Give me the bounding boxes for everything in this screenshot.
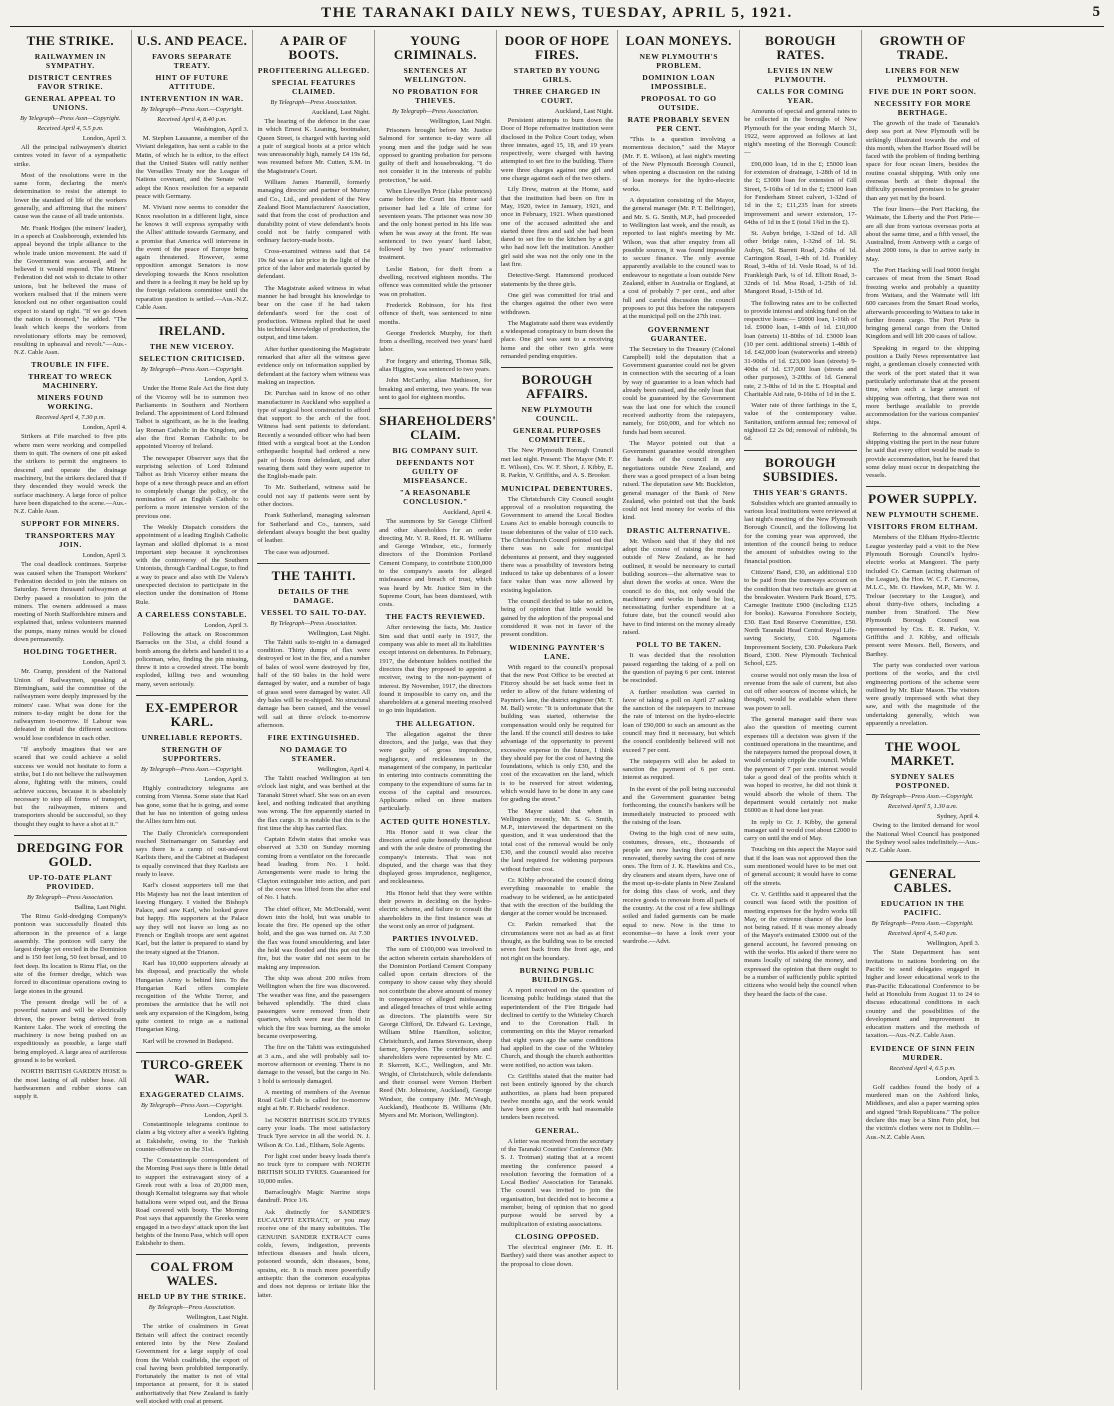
article-paragraph: A further resolution was carried in favor of taking a poll on April 27 asking the sanction of the ratepayers to increase the rate of interest on the hydro-electric loan of £90,000 to such an amount as the council may find it necessary, but which the council confidently believed will not exceed 7 per cent. (622, 688, 736, 754)
newspaper-column-4 (375, 30, 497, 1390)
article-paragraph: George Frederick Murphy, for theft from a dwelling, received two years' hard labor. (379, 329, 492, 354)
article-subheading: A CARELESS CONSTABLE. (137, 609, 247, 619)
article-paragraph: In the event of the poll being successful and the Government guarantee being forthcoming, the council's bankers will be immediately instructed to proceed with the raising of the loan. (622, 785, 736, 826)
article-headline: DOOR OF HOPE FIRES. (504, 33, 610, 62)
article-paragraph: Citizens' Band, £30, an additional £10 to be paid from the tramways account on the condition that two recitals are given at the breakwater. Western Park Board, £75. Carnegie Institute £900 (including £125 for books). Kawaroa Foreshore Society, £30. East End Reserve Committee, £50. North Taranaki Head Central Royal Life-saving Society, £10. Ngamotu Improvement Society, £30. Pukekura Park Board, £300. New Plymouth Technical School, £25. (744, 568, 857, 668)
article-paragraph: Captain Edwin states that smoke was observed at 3.30 on Sunday morning coming from a ventilator on the forecastle head leading from No. 1 hold. Arrangements were made to bring the Clayton extinguisher into action, and part of the cover was lifted from the after end of No. 1 hatch. (257, 836, 371, 902)
article-subheading: STARTED BY YOUNG GIRLS. (513, 66, 601, 84)
telegraph-credit: By Telegraph—Press Assn—Copyright. (20, 115, 121, 122)
article-paragraph: The growth of the trade of Taranaki's deep sea port at New Plymouth will be strikingly illustrated towards the end of this month, when the Harbor Board will be faced with the problem of finding berthing space for four ocean liners, besides the routine coastal shipping. With only one overseas berth at their disposal the difficulty presented promises to be greater than any yet met by the board. (865, 120, 980, 202)
article-headline: THE WOOL MARKET. (866, 734, 980, 768)
article-paragraph: Speaking in regard to the shipping position a Daily News representative last night, a gentleman closely connected with the work of the port stated that it was particularly unfortunate that at the present time, when such a large amount of shipping was offering, that there was not more berthage available to provide accommodation for the various companies' ships. (865, 344, 980, 427)
article-paragraph: Karl's closest supporters tell me that His Majesty has not the least intention of leaving Hungary. I visited the Bishop's Palace, and saw Karl, who looked grave but happy. His supporters at the Palace say they will not leave so long as no French or English troops are sent against Karl, but the latter is prepared to stand by the treaty signed at the Trianon. (135, 882, 249, 956)
article-headline: TURCO-GREEK WAR. (136, 1052, 249, 1086)
newspaper-column-7 (740, 30, 862, 1390)
telegraph-credit: By Telegraph—Press Assn.—Copyright. (871, 920, 974, 928)
article-subheading: FIRE EXTINGUISHED. (267, 733, 360, 743)
article-subheading: UNRELIABLE REPORTS. (141, 733, 243, 743)
article-subheading: PROFITEERING ALLEGED. (257, 66, 370, 75)
article-paragraph: The Rimu Gold-dredging Company's pontoon was successfully floated this afternoon in the presence of a large assembly. The pontoon will carry the largest dredge yet erected in the Dominion and is 150 feet long, 50 feet broad, and 10 feet deep. Its location is Rimu Flat, on the site of the former dredge, which was forced to discontinue operations owing to large stones in the ground. (14, 913, 127, 995)
article-paragraph: NORTH BRITISH GARDEN HOSE is the most lasting of all rubber hose. All hardwaremen and rubber stores can supply it. (14, 1068, 127, 1101)
article-subheading: SELECTION CRITICISED. (139, 354, 245, 364)
article-paragraph: "This is a question involving a momentous decision," said the Mayor (Mr. F. E. Wilson), at last night's meeting of the New Plymouth Borough Council, when opening a discussion on the raising of loan moneys for the hydro-electric works. (622, 136, 736, 193)
article-dateline: London, April 4. (82, 424, 127, 432)
article-paragraph: A deputation consisting of the Mayor, the general manager (Mr. P. T. Bellringer), and Mr. S. G. Smith, M.P., had proceeded to Wellington last week, and the result, as reported to last night's meeting by Mr. Wilson, was that after enquiry from all possible sources, it was found impossible to secure finance. The only avenue apparently available to the council was to endeavour to negotiate a loan outside New Zealand, either in Australia or England, at a cost of probably 7 per cent., and after full and careful discussion the council proposes to put this before the ratepayers at the municipal poll on the 27th inst. (622, 197, 736, 321)
article-paragraph: Referring to the abnormal amount of shipping visiting the port in the near future he said that every effort would be made to provide accommodation, but he feared that some delay must occur in despatching the vessels. (865, 430, 980, 480)
article-subheading: EXAGGERATED CLAIMS. (139, 1089, 245, 1099)
article-dateline: Wellington, April 4. (317, 766, 371, 774)
telegraph-credit: Received April 4, 6.5 p.m. (889, 1064, 956, 1072)
article-subheading: HINT OF FUTURE ATTITUDE. (155, 73, 229, 91)
article-paragraph: When Llewellyn Price (false pretences) came before the Court his Honor said prisoner had led a life of crime for seventeen years. The prisoner was now 30 and the only honest period in his life was when he was away at the front. He was sentenced to two years' hard labor, followed by two years' reformative treatment. (379, 188, 492, 262)
telegraph-credit: Received April 4, 7.30 p.m. (35, 414, 106, 422)
telegraph-credit: By Telegraph—Press Assn.—Copyright. (141, 766, 244, 774)
article-subheading: NO DAMAGE TO STEAMER. (279, 745, 348, 764)
article-subheading: "A REASONABLE CONCLUSION." (399, 488, 472, 507)
telegraph-credit: By Telegraph—Press Association. (392, 108, 479, 115)
newspaper-column-5 (497, 30, 619, 1390)
telegraph-credit: By Telegraph—Press Assn.—Copyright. (871, 793, 974, 801)
article-paragraph: St. Aubyn bridge, 1-32nd of 1d. All other bridge rates, 1-32nd of 1d. St. Aubyn, 5d. Barrett Road, 2-5ths of 1d. Carrington Road, 1-4th of 1d. Frankley Road, 3-4ths of 1d. Vesle Road, ¼ of 1d. Frankleigh Park, ¼ of 1d. Elliott Road, 3-32nds of 1d. Moa Road, 1-25th of 1d. Mangorei Road, 1-15th of 1d. (744, 230, 857, 296)
article-paragraph: Frederick Robinson, for his first offence of theft, was sentenced to nine months. (379, 301, 492, 326)
article-dateline: Auckland, Last Night. (311, 109, 371, 116)
article-subheading: HELD UP BY THE STRIKE. (137, 1292, 247, 1302)
article-headline: BOROUGH RATES. (765, 33, 836, 62)
article-paragraph: It was decided that the resolution passed regarding the taking of a poll on the question of paying 6 per cent. interest be rescinded. (622, 652, 736, 685)
article-paragraph: Golf caddies found the body of a murdered man on the Ashford links, Middlesex, and also a paper warning spies and signed "Irish Republicans." The police declare this may be a Sinn Fein plot, but the victim's clothes were not in Dublin.—Aus.-N.Z. Cable Assn. (865, 1083, 980, 1141)
article-paragraph: Water rate of three farthings in the £, value of the contemporary value. Sanitation, uniform annual fee; removal of nightsoil £2 2s 0d; removal of rubbish, 9s 6d. (744, 402, 857, 443)
telegraph-credit: By Telegraph—Press Association. (270, 619, 357, 627)
article-paragraph: £90,000 loan, 1d in the £; £5000 loan for extension of drainage, 1-28th of 1d in the £; £3000 loan for extension of Gill Street, 5-16ths of 1d in the £; £5000 loan for Fenderham Street culvert, 1-32nd of 1d in the £; £11,235 loan for streets improvement and sewer extension, 17-64ths of 1d in the £ (total 1¾d in the £). (744, 160, 857, 226)
article-paragraph: The Tahiti sails to-night in a damaged condition. Thirty dumps of flax were destroyed or lost in the fire, and a number of bales of wool were destroyed by fire, half of the 60 bales in the hold were damaged by water, and a number of bags of grass seed were damaged by water. All dry bales will be re-shipped. No structural damage has been caused, and the vessel will sail at three o'clock to-morrow afternoon. (257, 638, 371, 729)
article-paragraph: Detective-Sergt. Hammond produced statements by the three girls. (500, 272, 614, 288)
article-paragraph: The ratepayers will also be asked to sanction the payment of 6 per cent. interest as required. (622, 757, 736, 782)
article-dateline: Wellington, Last Night. (186, 1314, 249, 1322)
article-paragraph: The Magistrate asked witness in what manner he had brought his knowledge to bear on the case if he had taken defendant's word for the cost of production. Witness replied that he used his technical knowledge of production, the output, and time taken. (257, 284, 371, 342)
article-paragraph: The summons by Sir George Clifford and other shareholders for an order directing Mr. V. R. Reed, H. R. Williams and George Windsor, etc., formerly directors of the Dominion Portland Cement Company, to contribute £100,000 to the company's assets for alleged misfeasance and breach of trust, which was heard by Mr. Justice Sim in the Supreme Court, has been dismissed, with costs. (379, 518, 492, 609)
article-paragraph: The hearing of the defence in the case in which Ernest K. Leaning, bootmaker, Queen Street, is charged with having sold a pair of surgical boots at a price which was unreasonably high, namely £4 19s 6d, was resumed before Mr. Cutten, S.M. in the Magistrate's Court. (257, 118, 371, 175)
article-subheading: MINERS FOUND WORKING. (37, 393, 104, 412)
article-headline: POWER SUPPLY. (866, 486, 980, 506)
article-paragraph: Constantinople telegrams continue to claim a big victory after a week's fighting at Eskishehr, owing to the Turkish counter-offensive on the 31st. (135, 1120, 249, 1153)
article-paragraph: A report received on the question of licensing public buildings stated that the superintendent of the Fire Brigade had declined to certify to the Whiteley Church and to the Coronation Hall. In commenting on this the Mayor remarked that eight years ago the same conditions had applied in the case of the Whiteley Church, and though the church authorities were notified, no action was taken. (500, 986, 614, 1069)
article-paragraph: Frank Sutherland, managing salesman for Sutherland and Co., tanners, said defendant always bought the best quality of leather. (257, 512, 371, 545)
article-dateline: Wellington, April 3. (926, 940, 980, 948)
article-subheading: THE FACTS REVIEWED. (385, 612, 486, 622)
article-paragraph: Under the Home Rule Act the first duty of the Viceroy will be to summon two Parliaments in Southern and Northern Ireland. The appointment of Lord Edmund Talbot is significant, as he is the leading lay Roman Catholic in the Kingdom, and also the first Roman Catholic to be appointed Viceroy of Ireland. (135, 385, 249, 451)
article-paragraph: Members of the Eltham Hydro-Electric League yesterday paid a visit to the New Plymouth Borough Council's hydro-electric works at Mangorei. The party included Cr. Carman (acting chairman of the League), the Hon. W. C. F. Carncross, M.L.C., Mr. O. Hawken, M.P., Mr. W. J. Treloar (secretary to the League), and about thirty-five others, including a number from Stratford. The New Plymouth Borough Council was represented by Crs. E. R. Parkin, V. Griffiths and J. Kibby, and officials present were Messrs. Bell, Bowers, and Barthey. (865, 534, 980, 658)
article-paragraph: Subsidies which are granted annually to various local institutions were reviewed at last night's meeting of the New Plymouth Borough Council, and the following list for the coming year was approved, the intention of the council being to reduce the amount of subsidies owing to the financial position. (744, 499, 857, 565)
article-subheading: DRASTIC ALTERNATIVE. (626, 525, 731, 535)
article-paragraph: The following rates are to be collected to provide interest and sinking fund on the respective loans:— £6000 loan, 1-16th of 1d. £9000 loan, 1-48th of 1d. £10,000 loan (streets) 11-80ths of 1d. £3000 loan (10 per cent. additional streets) 1-48th of 1d. £42,000 loan (waterworks and streets) 31-90ths of 1d. £23,000 loan (streets) 9-40ths of 1d. £37,000 loan (streets and other purposes), 3-20ths of 1d. General rate, 2 3-8ths of 1d in the £. Hospital and Charitable Aid rate, 9-16ths of 1d in the £. (744, 299, 857, 398)
article-paragraph: Karl will be crowned in Budapest. (142, 1037, 234, 1045)
article-subheading: DEFENDANTS NOT GUILTY OF MISFEASANCE. (396, 458, 475, 486)
article-headline: A PAIR OF BOOTS. (279, 33, 348, 62)
newspaper-title: THE TARANAKI DAILY NEWS, TUESDAY, APRIL 5, 1921. (321, 5, 793, 21)
article-subheading: STRENGTH OF SUPPORTERS. (161, 745, 223, 764)
article-paragraph: The Secretary to the Treasury (Colonel Campbell) told the deputation that a Government guarantee could not be given in connection with the securing of a loan by way of guarantee to a loan which had already been raised, and the only loan that could be guaranteed by the Government was the last one for which the council received authority from the ratepayers, namely, for £60,000, and for which no funds had been secured. (622, 345, 736, 436)
article-paragraph: With regard to the council's proposal that the new Post Office to be erected at Fitzroy should be set back some feet in order to allow of the future widening of Paynter's lane, the district engineer (Mr. T. M. Ball) wrote: "It is unfortunate that the building was started, otherwise the compensation would only be required for the land. If the council still desires to take advantage of the opportunity to prevent excessive expense in the future, I think they should pay for the cost of having the foundations, which is only £30, and the cost of the excavation on the land, which is to be reserved for street widening, which would have to be done in any case for grading the street." (500, 663, 614, 804)
article-paragraph: The newspaper Observer says that the surprising selection of Lord Edmund Talbot as Irish Viceroy either means the hope of a new through peace and an effort to completely change the policy, or the nomination of an English Catholic to perform a more intensive version of the previous one. (135, 454, 249, 520)
article-headline: COAL FROM WALES. (136, 1254, 249, 1288)
article-paragraph: Lily Drew, matron at the Home, said that the institution had been on fire in May, 1920, twice in January, 1921, and once in February, 1921. When questioned one of the accused admitted she and started three fires and said she had been dared to set fire to the kitchen by a girl who had now left the institution. Another girl said she was not the only one in the last fire. (500, 186, 614, 269)
article-headline: BOROUGH AFFAIRS. (501, 367, 614, 401)
article-paragraph: The sum of £100,000 was involved in the action wherein certain shareholders of the Dominion Portland Cement Company called upon certain directors of the company to show cause why they should not contribute the above amount of money in consequence of alleged misfeasance and alleged breaches of trust while acting as directors. The plaintiffs were Sir George Clifford, Dr. Edward G. Levinge, William Milne Hamilton, solicitor, Christchurch, and James Stevenson, sheep farmer, Spreydon. The contributors and shareholders were represented by Mr. C. P. Skerrett, K.C., Wellington, and Mr. Wright, of Christchurch, while defendants and their counsel were Vernon Herbert Reed (Mr. Johnstone, Auckland), George Windsor, the company (Mr. McVeagh, Auckland), Heathcote B. Williams (Mr. Myers and Mr. Morison, Wellington). (379, 946, 492, 1120)
article-headline: GROWTH OF TRADE. (879, 33, 966, 62)
article-paragraph: The Port Hacking will load 9000 freight carcases of meat from the Smart Road freezing works and probably a quantity from Waitara, and the Waimate will lift 600 carcases from the Smart Road works, afterwards proceeding to Waitara to take in further frozen cargo. The Port Pirie is bringing general cargo from the United Kingdom and will lift 200 cases of tallow. (865, 267, 980, 341)
article-subheading: BIG COMPANY SUIT. (392, 446, 479, 456)
article-dateline: Sydney, April 4. (936, 813, 980, 821)
article-paragraph: His Honor held that they were within their powers in deciding on the hydro-electric scheme, and failure to consult the shareholders in the first instance was at the worst only an error of judgment. (379, 889, 492, 930)
article-paragraph: Cr. V. Griffiths said it appeared that the council was faced with the position of meeting expenses for the hydro works till May, or the extreme chance of the loan not being raised. If it was money already of the Mayor's estimated £3000 out of the general account, he favored pressing on with the works. His asked if there were no means locally of raising the money, and expressed the opinion that there ought to be a number of sufficiently public spirited citizens who would help the council when they heard the facts of the case. (744, 890, 857, 998)
article-paragraph: The State Department has sent invitations to nations bordering on the Pacific to send delegates engaged in higher and lower educational work to the Pan-Pacific Educational Conference to be held at Honolulu from August 11 to 24 to discuss educational conditions in each country and the possibilities of the development and improvement in education matters and the methods of taxation.—Aus.-N.Z. Cable Assn. (865, 949, 980, 1040)
article-paragraph: For light cost under heavy loads there's no truck tyre to compare with NORTH BRITISH SOLID TYRES. Guaranteed for 10,000 miles. (257, 1152, 371, 1185)
article-subheading: UP-TO-DATE PLANT PROVIDED. (28, 873, 113, 891)
article-paragraph: The case was adjourned. (264, 548, 330, 556)
article-paragraph: "If anybody imagines that we are scared that we could achieve a solid success we would not hesitate to form a strike, but I do not believe the railwaymen alone, fighting with the miners, could achieve success, because it is absolutely necessary to stop all forms of transport, but the railwaymen, miners and transporters should be successful, so they thought they ought to have a shot at it." (14, 746, 127, 828)
article-headline: GENERAL CABLES. (866, 861, 980, 895)
article-paragraph: After further questioning the Magistrate remarked that after all the witness gave evidence only on information supplied by defendant at the factory when witness was making an inspection. (257, 345, 371, 386)
article-subheading: GENERAL. (534, 1125, 580, 1135)
article-subheading: THE ALLEGATION. (395, 718, 476, 728)
article-subheading: INTERVENTION IN WAR. (140, 94, 244, 103)
article-dateline: London, April 3. (204, 376, 249, 384)
article-subheading: MUNICIPAL DEBENTURES. (501, 483, 613, 493)
article-paragraph: The allegation against the three directors, and the judge, was that they were guilty of gross imprudence, negligence, and recklessness in the management of the company, in particular in entering into contracts committing the company to the expenditure of sums far in excess of the capital and resources. Applicants relied on three matters particularly. (379, 730, 492, 813)
article-subheading: NEW PLYMOUTH'S PROBLEM. (639, 52, 719, 70)
article-subheading: GENERAL PURPOSES COMMITTEE. (512, 426, 602, 445)
article-subheading: NEW PLYMOUTH COUNCIL. (521, 405, 593, 424)
article-paragraph: The four liners—the Port Hacking, the Waimate, the Liberty and the Port Pirie—are all due from various overseas ports at about the same time, and a fifth vessel, the Australind, from Antwerp with a cargo of about 2000 tons, is due to arrive early in May. (865, 205, 980, 263)
article-subheading: FIVE DUE IN PORT SOON. (868, 87, 977, 96)
article-paragraph: Cr. Kibby advocated the council doing everything reasonable to enable the roadway to be widened, as he anticipated that with the erection of the building the danger at the corner would be increased. (500, 876, 614, 918)
article-paragraph: The Christchurch City Council sought approval of a resolution requesting the Government to amend the Local Bodies Loans Act to enable borough councils to issue debentures of the value of £10 each. The Christchurch Council pointed out that there was no sale for municipal debentures at present, and they suggested there was a possibility of investors being induced to take up debentures of a lower face value than was now allowed by existing legislation. (500, 495, 614, 594)
article-dateline: London, April 3. (82, 552, 127, 560)
article-paragraph: The fire on the Tahiti was extinguished at 3 a.m., and she will probably sail to-morrow afternoon or evening. There is no damage to the vessel, but the cargo in No. 1 hold is seriously damaged. (257, 1044, 371, 1085)
article-subheading: RAILWAYMEN IN SYMPATHY. (34, 52, 106, 70)
article-paragraph: Touching on this aspect the Mayor said that if the loan was not approved then the sum mentioned would have to be met out of general account; it would have to come off the streets. (744, 846, 857, 887)
article-subheading: POLL TO BE TAKEN. (636, 640, 722, 650)
article-paragraph: Most of the resolutions were in the same form, declaring the men's determination to resist the attempt to lower the standard of life of the workers generally, and affirming that the miners' cause was the cause of all trade unionists. (14, 171, 127, 221)
article-subheading: NO PROBATION FOR THIEVES. (392, 87, 479, 105)
article-paragraph: The New Plymouth Borough Council met last night. Present: The Mayor (Mr. F. E. Wilson), Crs. W. F. Short, J. Kibby, E. R. Parkin, V. Griffiths, and A. S. Brooker. (500, 447, 614, 480)
article-dateline: London, April 3. (204, 1111, 249, 1119)
article-paragraph: John McCarthy, alias Mathieson, for breaking and entering, two years. He was sent to gaol for eighteen months. (379, 377, 492, 401)
article-paragraph: M. Viviani now seems to consider the Knox resolution in a different light, since he knows it will express sympathy with the Allies' attitude towards Germany, and a promise that America will intervene in the event of the peace of Europe being again threatened. However, some opposition amongst Senators is now developing towards the Knox resolution and there is a feeling it may be held up by the foreign relations committee until the reparation question is settled.—Aus.-N.Z. Cable Assn. (135, 204, 249, 311)
article-paragraph: Following the attack on Roscommon Barracks on the 31st, a child found a bomb among the debris and handed it to a policeman, who, finding the pin missing, threw it into a crowded street. The bomb exploded, killing two and wounding many, seven seriously. (135, 630, 249, 688)
article-subheading: TRANSPORTERS MAY JOIN. (25, 531, 116, 550)
article-subheading: SUPPORT FOR MINERS. (21, 519, 120, 529)
telegraph-credit: By Telegraph—Press Association. (148, 1304, 236, 1312)
article-subheading: DISTRICT CENTRES FAVOR STRIKE. (28, 73, 113, 91)
article-paragraph: A letter was received from the secretary of the Taranaki Counties' Conference (Mr. S. J. Trotman) stating that at a recent meeting the conference passed a resolution favoring the formation of a Local Bodies' Association for Taranaki. The council was invited to join the organisation, but decided not to become a member, being of opinion that no good purpose would be served by a multiplication of existing associations. (500, 1137, 614, 1228)
article-subheading: BURNING PUBLIC BUILDINGS. (519, 965, 595, 984)
article-headline: YOUNG CRIMINALS. (393, 33, 477, 62)
article-paragraph: Amounts of special and general rates to be collected in the boroughs of New Plymouth for the year ending March 31, 1922, were approved as follows at last night's meeting of the Borough Council:— (744, 108, 857, 157)
article-dateline: Wellington, Last Night. (307, 629, 371, 637)
page-number: 5 (1092, 4, 1100, 20)
article-paragraph: Cr. Griffiths stated that the matter had not been entirely ignored by the church authorities, as plans had been prepared twelve months ago, and the work would have been gone on with had reasonable tenders been received. (500, 1072, 614, 1122)
article-paragraph: course would not only mean the loss of revenue from the sale of current, but also cut off other sources of income which, he thought, would be available when there was power to sell. (744, 671, 857, 712)
telegraph-credit: Received April 4, 8.40 p.m. (157, 116, 227, 123)
newspaper-column-8 (862, 30, 984, 1390)
article-dateline: London, April 3. (204, 621, 249, 629)
article-paragraph: Owing to the limited demand for wool the National Wool Council has postponed the Sydney wool sales indefinitely.—Aus.-N.Z. Cable Assn. (865, 822, 980, 855)
article-paragraph: His Honor said it was clear the directors acted quite honestly throughout and with the sole desire of promoting the company's interests. That was not disputed, and the charge was that they displayed gross imprudence, negligence, and recklessness. (379, 828, 492, 886)
newspaper-columns (10, 30, 1106, 1406)
article-subheading: SYDNEY SALES POSTPONED. (890, 772, 955, 791)
article-paragraph: 1st NORTH BRITISH SOLID TYRES carry your loads. The most satisfactory Truck Tyre service in all the world. N. J. Wilson & Co. Ltd., Eltham, Sole Agents. (257, 1116, 371, 1149)
article-dateline: London, April 3. (82, 659, 127, 667)
article-subheading: EDUCATION IN THE PACIFIC. (880, 899, 965, 918)
article-paragraph: The Tahiti reached Wellington at ten o'clock last night, and was berthed at the Taranaki Street wharf. She was on an even keel, and nothing indicated that anything was wrong. The fire apparently started in the flax cargo. It is notable that this is the first time the ship has carried flax. (257, 775, 371, 832)
article-subheading: GENERAL APPEAL TO UNIONS. (24, 94, 117, 112)
article-paragraph: Mr. Wilson said that if they did not adopt the course of raising the money outside of New Zealand, as he had outlined, it would be necessary to curtail building sources—the alternative was to shut down the works at once. Were the council to do this, not only would the machinery and works in hand be lost, necessitating further expenditure at a future date, but the council would also have to find interest on the money already raised. (622, 537, 736, 637)
article-subheading: PARTIES INVOLVED. (392, 934, 479, 944)
article-headline: BOROUGH SUBSIDIES. (744, 450, 857, 484)
article-dateline: Auckland, Last Night. (554, 108, 614, 115)
article-subheading: EVIDENCE OF SINN FEIN MURDER. (870, 1043, 976, 1062)
article-subheading: THREE CHARGED IN COURT. (513, 87, 601, 105)
article-subheading: RATE PROBABLY SEVEN PER CENT. (627, 115, 730, 133)
article-paragraph: Mr. Frank Hodges (the miners' leader), in a speech at Coalsborough, extended his appeal beyond the triple alliance to the whole trade union movement. He said if the Government was aroused, and he believed it would respond. The Miners' Federation did not wish to dictate to other unions, but he believed the mass of workers realised that if the miners were knocked out no other organisation could expect to stand up right. "If we go down the nation is doomed," he added. "The leash which keeps the workers from revolutionary efforts may be removed, resulting in upheaval and revolt."—Aus.-N.Z. Cable Assn. (14, 224, 127, 357)
article-headline: THE TAHITI. (257, 563, 370, 583)
newspaper-column-1 (10, 30, 132, 1390)
article-paragraph: Prisoners brought before Mr. Justice Salmond for sentence to-day were all young men and the judge said he was opposed to granting probation for persons guilty of theft and housebreaking. "I do not consider it in the interests of public protection," he said. (379, 127, 492, 184)
article-paragraph: Persistent attempts to burn down the Door of Hope reformative institution were disclosed in the Police Court today, when three inmates, aged 15, 18, and 19 years respectively, were charged with having attempted to set fire to the building. There were three charges against one girl and one charge against each of the two others. (500, 117, 614, 183)
article-subheading: SPECIAL FEATURES CLAIMED. (271, 78, 356, 96)
article-paragraph: The Mayor stated that when in Wellington recently, Mr. S. G. Smith, M.P., interviewed the department on the question, and it was understood that the total cost of the removal would be only £30, and the council would also receive the land required for widening purposes without further cost. (500, 807, 614, 873)
article-paragraph: Highly contradictory telegrams are coming from Vienna. Some state that Karl has gone, some that he is going, and some that he has no intention of going unless the Allies turn him out. (135, 785, 249, 826)
article-paragraph: Barraclough's Magic Narrine stops dandruff. Price 1/6. (257, 1189, 371, 1205)
article-headline: LOAN MONEYS. (625, 33, 732, 48)
article-headline: THE STRIKE. (26, 33, 115, 48)
article-paragraph: The Weekly Dispatch considers the appointment of a leading English Catholic layman and skilled diplomat is a most important step because it synchronises with the controversy of the Southern Unionists, through Cardinal Logue, to find a way to peace and also with De Valera's unexpected decision to participate in the election under the domination of Home Rule. (135, 523, 249, 606)
newspaper-column-3 (253, 30, 375, 1390)
article-paragraph: Mr. Cramp, president of the National Union of Railwaymen, speaking at Birmingham, said the committee of the railwaymen were deeply impressed by the miners' case. What was done for the miners to-day might be done for the railwaymen to-morrow. If Labour was defeated in detail the different sections would lose confidence in each other. (14, 668, 127, 742)
article-paragraph: The chief officer, Mr. McDonald, went down into the hold, but was unable to locate the fire. He opened up the other hold, and the gas was turned on. At 7.30 the flax was found smouldering, and later the hold was flooded and this put out the fire, but the water did not seem to be making any impression. (257, 905, 371, 971)
article-subheading: NEW PLYMOUTH SCHEME. (866, 510, 979, 520)
article-headline: SHAREHOLDERS' CLAIM. (379, 408, 492, 442)
article-paragraph: Cross-examined witness said that £4 19s 6d was a fair price in the light of the price of the labor and materials quoted by defendant. (257, 248, 371, 281)
article-subheading: TROUBLE IN FIFE. (31, 360, 110, 370)
article-paragraph: The Constantinople correspondent of the Morning Post says there is little detail to support the extravagant story of a Greek rout with a loss of 20,000 men, though Kemalist telegrams say that whole battalions were wiped out, and the Brusa Road covered with booty. The Morning Post says that apparently the Greeks were engaged in a two days' attack upon the last heights of the Inonu Pass, which will open Eskishehr to them. (135, 1157, 249, 1248)
article-paragraph: The coal deadlock continues. Surprise was caused when the Transport Workers' Federation decided to join the miners on Saturday. Seven thousand railwaymen at Derby passed a resolution to join the miners. The owners addressed a mass meeting of North Staffordshire miners and explained that, unless volunteers manned the pumps, many mines would be closed down permanently. (14, 561, 127, 644)
article-subheading: DETAILS OF THE DAMAGE. (278, 586, 350, 605)
article-subheading: THE NEW VICEROY. (149, 342, 235, 352)
article-subheading: FAVORS SEPARATE TREATY. (152, 52, 232, 70)
article-subheading: ACTED QUITE HONESTLY. (380, 816, 491, 826)
article-paragraph: The general manager said there was also the question of meeting current expenses till a decision was given if the continued operations in the meantime, and the ratepayers turned the proposal down, it would certainly cripple the council. While the payment of 7 per cent. interest would take a good deal of the profits which it was hoped to receive, he did not think it would absorb the whole of them. The department would certainly not make £6000 as it had done last year. (744, 716, 857, 815)
article-dateline: London, April 3. (204, 776, 249, 784)
article-subheading: VESSEL TO SAIL TO-DAY. (260, 607, 367, 617)
article-paragraph: The party was conducted over various portions of the works, and the civil engineering portions of the scheme were outlined by Mr. Blair Mason. The visitors were greatly impressed with what they saw, and with the magnitude of the undertaking generally, which was apparently a revelation. (865, 661, 980, 727)
article-paragraph: The electrical engineer (Mr. E. H. Barthey) said there was another aspect to the proposal to close down. (500, 1243, 614, 1268)
article-dateline: Auckland, April 4. (442, 509, 492, 517)
telegraph-credit: By Telegraph—Press Association. (27, 894, 114, 901)
article-paragraph: To Mr. Sutherland, witness said he could not say if patients were sent by other doctors. (257, 484, 371, 509)
article-paragraph: The Mayor pointed out that a Government guarantee would strengthen the hands of the council in any negotiations outside New Zealand, and there was a good prospect of a loan being raised. The deputation saw Mr. Buckleton, general manager of the Bank of New Zealand, who pointed out that the bank could not lend money for works of this kind. (622, 439, 736, 522)
article-paragraph: The ship was about 200 miles from Wellington when the fire was discovered. The weather was fine, and the passengers behaved splendidly. The third class passengers were removed from their quarters, which were near the hold in which the fire was burning, as the smoke became overpowering. (257, 974, 371, 1041)
article-dateline: Washington, April 3. (193, 126, 249, 133)
article-paragraph: The Magistrate said there was evidently a widespread conspiracy to burn down the place. One girl was sent to a receiving home and the other two girls were remanded pending enquiries. (500, 319, 614, 361)
article-dateline: Wellington, Last Night. (429, 118, 492, 125)
article-paragraph: Owing to the high cost of new suits, costumes, dresses, etc., thousands of people are now having their garments renovated, thereby saving the cost of new ones. The firm of J. K. Hawkins and Co., dry cleaners and steam dyers, have one of the most up-to-date plants in New Zealand for doing this class of work, and they receive goods to renovate from all parts of the country. At the cost of a few shillings soiled and faded garments can be made equal to new. Now is the time to economise—to have a look over your wardrobe.—Advt. (622, 830, 736, 946)
article-paragraph: The strike of coalminers in Great Britain will affect the contract recently entered into by the New Zealand Government for a large supply of coal from the Welsh coalfields, the export of coal having been prohibited temporarily. Fortunately the matter is not of vital importance at present, for it is stated authoritatively that New Zealand is fairly well stocked with coal at present. (135, 1323, 249, 1406)
article-subheading: THIS YEAR'S GRANTS. (753, 487, 848, 497)
article-paragraph: In reply to Cr. J. Kibby, the general manager said it would cost about £2000 to carry on until the end of May. (744, 818, 857, 843)
article-subheading: LINERS FOR NEW PLYMOUTH. (885, 66, 960, 84)
article-paragraph: Strikers at Fife marched to five pits where men were working and compelled them to quit. The owners of one pit asked the strikers to permit the engineers to descend and operate the drainage machinery, but the strikers declared that if they descended they would wreck the surface machinery. A large force of police have been dispatched to the scene.—Aus.-N.Z. Cable Assn. (14, 433, 127, 516)
article-paragraph: Leslie Batson, for theft from a dwelling, received eighteen months. The offence was committed while the prisoner was on probation. (379, 265, 492, 298)
newspaper-column-2 (132, 30, 254, 1406)
article-headline: U.S. AND PEACE. (136, 33, 248, 48)
newspaper-column-6 (618, 30, 740, 1390)
article-paragraph: A meeting of members of the Avenue Road Golf Club is called for to-morrow night at Mr. F. Richards' residence. (257, 1088, 371, 1113)
article-dateline: London, April 3. (935, 1074, 980, 1082)
article-paragraph: The council decided to take no action, being of opinion that little would be gained by the adoption of the proposal and considered it was not in favor of the present condition. (500, 598, 614, 639)
article-paragraph: M. Stephen Lausanne, a member of the Viviani delegation, has sent a cable to the Matin, of which he is editor, to the effect that the United States will ratify neither the Versailles Treaty nor the League of Nations covenant, and the Senate will adopt the Knox resolution for a separate peace with Germany. (135, 135, 249, 201)
article-subheading: SENTENCES AT WELLINGTON. (403, 66, 468, 84)
article-subheading: HOLDING TOGETHER. (23, 647, 118, 657)
article-headline: DREDGING FOR GOLD. (14, 835, 127, 869)
article-subheading: PROPOSAL TO GO OUTSIDE. (640, 94, 717, 112)
article-subheading: CLOSING OPPOSED. (514, 1231, 600, 1241)
telegraph-credit: Received April 5, 1.30 a.m. (887, 803, 958, 811)
article-paragraph: After reviewing the facts, Mr. Justice Sim said that until early in 1917, the company was able to meet all its liabilities except interest on debentures. In February, 1917, the debenture holders notified the directors that they proposed to appoint a receiver, owing to the non-payment of interest. By November, 1917, the directors found it impossible to carry on, and the shareholders at a general meeting resolved to go into liquidation. (379, 624, 492, 715)
telegraph-credit: By Telegraph—Press Assn.—Copyright. (141, 106, 244, 113)
telegraph-credit: Received April 4, 5.5 p.m. (37, 125, 104, 132)
article-paragraph: The present dredge will be of a powerful nature and will be electrically driven, the power being derived from Kaniere Lake. The work of erecting the machinery is now being pushed on as expeditiously as possible, a large staff being employed. A large area of auriferous ground is to be worked. (14, 998, 127, 1065)
article-paragraph: Dr. Purchas said in know of no other manufacturer in Auckland who supplied a type of surgical boot constructed to afford that support to the arch of the foot. Witness had sent patients to defendant. Recently a wounded officer who had been fitted with a surgical boot at the London orthopaedic hospital had ordered a new pair of boots from defendant, and after wearing them said they were superior to the English-made pair. (257, 390, 371, 481)
telegraph-credit: By Telegraph—Press Association. (270, 99, 357, 106)
article-subheading: WIDENING PAYNTER'S LANE. (509, 642, 605, 661)
article-dateline: London, April 3. (82, 135, 127, 142)
article-paragraph: All the principal railwaymen's district centres voted in favor of a sympathetic strike. (14, 144, 127, 168)
article-dateline: Ballina, Last Night. (74, 904, 127, 911)
article-paragraph: Karl has 10,000 supporters already at his disposal, and practically the whole Hungarian Army is behind him. To the Hungarian Karl offers complete recognition of the White Terror, and promises the armistice that he will not seek any expansion of the Kingdom, being quite content to reign as a national Hungarian King. (135, 959, 249, 1034)
article-subheading: LEVIES IN NEW PLYMOUTH. (767, 66, 834, 84)
article-subheading: VISITORS FROM ELTHAM. (867, 522, 979, 532)
article-headline: EX-EMPEROR KARL. (136, 695, 249, 729)
article-subheading: THREAT TO WRECK MACHINERY. (28, 372, 113, 391)
masthead (10, 4, 1104, 27)
telegraph-credit: By Telegraph—Press Assn.—Copyright. (141, 1101, 244, 1109)
article-paragraph: The Daily Chronicle's correspondent reached Steinamanger on Saturday and says there is a camp of out-and-out Karlists there, and the Cabinet at Budapest is equally convinced that they Karlists are ready to leave. (135, 829, 249, 878)
telegraph-credit: By Telegraph—Press Assn.—Copyright. (141, 366, 244, 374)
article-paragraph: For forgery and uttering, Thomas Silk, alias Higgins, was sentenced to two years. (379, 357, 492, 374)
article-subheading: GOVERNMENT GUARANTEE. (647, 324, 710, 343)
article-headline: IRELAND. (136, 318, 249, 338)
article-subheading: DOMINION LOAN IMPOSSIBLE. (642, 73, 716, 91)
article-paragraph: One girl was committed for trial and the charges against the other two were withdrawn. (500, 291, 614, 316)
article-subheading: NECESSITY FOR MORE BERTHAGE. (874, 99, 972, 117)
article-subheading: CALLS FOR COMING YEAR. (756, 87, 845, 105)
article-paragraph: Ask distinctly for SANDER'S EUCALYPTI EXTRACT, or you may receive one of the many substitutes. The GENUINE SANDER EXTRACT cures colds, fevers, indigestion, prevents infectious diseases and heals ulcers, poisoned wounds, skin diseases, bone, sprains, etc. It is much more powerfully antiseptic than the common eucalyptus and does not depress or irritate like the latter. (257, 1208, 371, 1299)
telegraph-credit: Received April 4, 5.40 p.m. (887, 930, 958, 938)
article-paragraph: Cr. Parkin remarked that the circumstances were not as bad as at first thought, as the building was to be erected seven feet back from the front age, and not right on the boundary. (500, 921, 614, 962)
article-paragraph: William James Hammill, formerly managing director and partner of Murray and Co., Ltd., and president of the New Zealand Boot Manufacturers' Association, said that from the cost of production and durability point of view defendant's boots could not be fairly compared with ordinary factory-made boots. (257, 179, 371, 245)
